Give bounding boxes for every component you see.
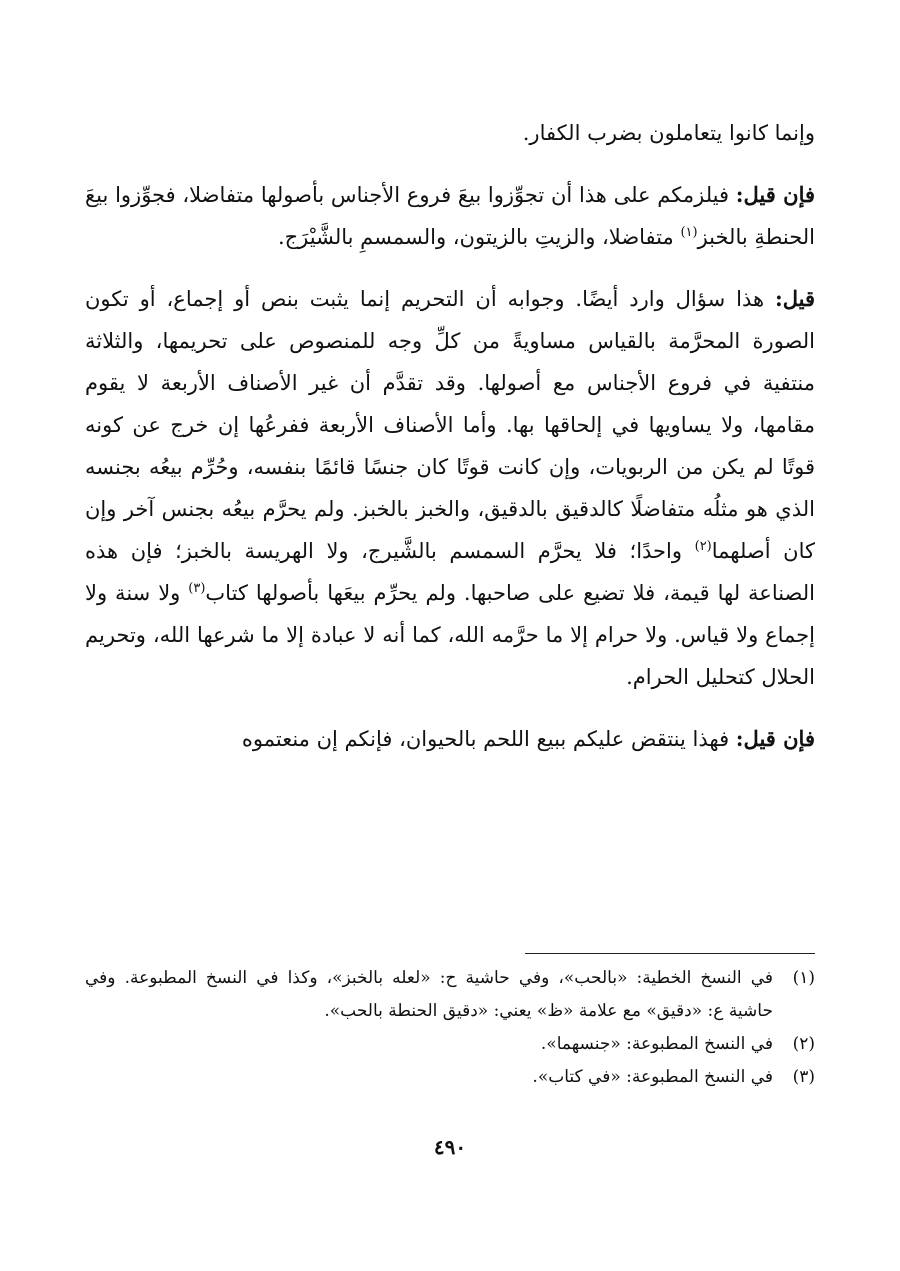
footnote-1-text: في النسخ الخطية: «بالحب»، وفي حاشية ح: «لعله بالخبز»، وكذا في النسخ المطبوعة. وفي حاشية ع: «دقيق» مع علامة «ظ» يعني: «دقيق الحنطة بالحب». xyxy=(85,968,773,1021)
footnote-divider xyxy=(525,953,815,954)
footnote-1-number: (١) xyxy=(792,968,815,988)
paragraph-3-lead: قيل: xyxy=(774,286,815,311)
footnote-ref-2: (٢) xyxy=(694,539,712,554)
paragraph-2-text-before-footnote: فيلزمكم على هذا أن تجوِّزوا بيعَ فروع الأجناس بأصولها متفاضلا، فجوِّزوا بيعَ الحنطةِ بالخبز xyxy=(85,183,815,249)
paragraph-4-text: فهذا ينتقض عليكم ببيع اللحم بالحيوان، فإنكم إن منعتموه xyxy=(241,727,736,751)
page-body xyxy=(85,112,815,780)
page-number: ٤٩٠ xyxy=(433,1135,467,1159)
footnote-ref-3: (٣) xyxy=(188,581,206,596)
paragraph-2 xyxy=(85,174,815,258)
footnote-2 xyxy=(85,1028,815,1061)
footnote-2-text: في النسخ المطبوعة: «جنسهما». xyxy=(540,1034,773,1054)
footnote-ref-1: (١) xyxy=(680,225,698,240)
footnote-3-text: في النسخ المطبوعة: «في كتاب». xyxy=(532,1067,773,1087)
paragraph-2-lead: فإن قيل: xyxy=(735,182,816,207)
paragraph-2-text-after-footnote: متفاضلا، والزيتِ بالزيتون، والسمسمِ بالشَّيْرَج. xyxy=(277,225,681,249)
paragraph-4 xyxy=(85,718,815,760)
footnote-3 xyxy=(85,1061,815,1094)
footnotes xyxy=(85,962,815,1094)
footnote-2-number: (٢) xyxy=(792,1034,815,1054)
footnote-1 xyxy=(85,962,815,1028)
paragraph-3-text-part-3: ولا سنة ولا إجماع ولا قياس. ولا حرام إلا ما حرَّمه الله، كما أنه لا عبادة إلا ما شرعها الله، وتحريم الحلال كتحليل الحرام. xyxy=(85,581,815,689)
paragraph-1-text: وإنما كانوا يتعاملون بضرب الكفار. xyxy=(522,121,815,145)
paragraph-3 xyxy=(85,278,815,698)
paragraph-1 xyxy=(85,112,815,154)
footnote-3-number: (٣) xyxy=(792,1067,815,1087)
paragraph-4-lead: فإن قيل: xyxy=(735,726,815,751)
paragraph-3-text-part-1: هذا سؤال وارد أيضًا. وجوابه أن التحريم إنما يثبت بنص أو إجماع، أو تكون الصورة المحرَّمة بالقياس مساويةً من كلِّ وجه للمنصوص على تحريمها، والثلاثة منتفية في فروع الأجناس مع أصولها. وقد تقدَّم أن غير الأصناف الأربعة لا يقوم مقامها، ولا يساويها في إلحاقها بها. وأما الأصناف الأربعة ففرعُها إن خرج عن كونه قوتًا لم يكن من الربويات، وإن كانت قوتًا كان جنسًا قائمًا بنفسه، وحُرِّم بيعُه بجنسه الذي هو مثلُه متفاضلًا كالدقيق بالدقيق، والخبز بالخبز. ولم يحرَّم بيعُه بجنس آخر وإن كان أصلهما xyxy=(85,287,816,563)
paragraph-3-text-part-2: واحدًا؛ فلا يحرَّم السمسم بالشَّيرج، ولا الهريسة بالخبز؛ فإن هذه الصناعة لها قيمة، فلا تضيع على صاحبها. ولم يحرِّم بيعَها بأصولها كتاب xyxy=(85,539,816,605)
